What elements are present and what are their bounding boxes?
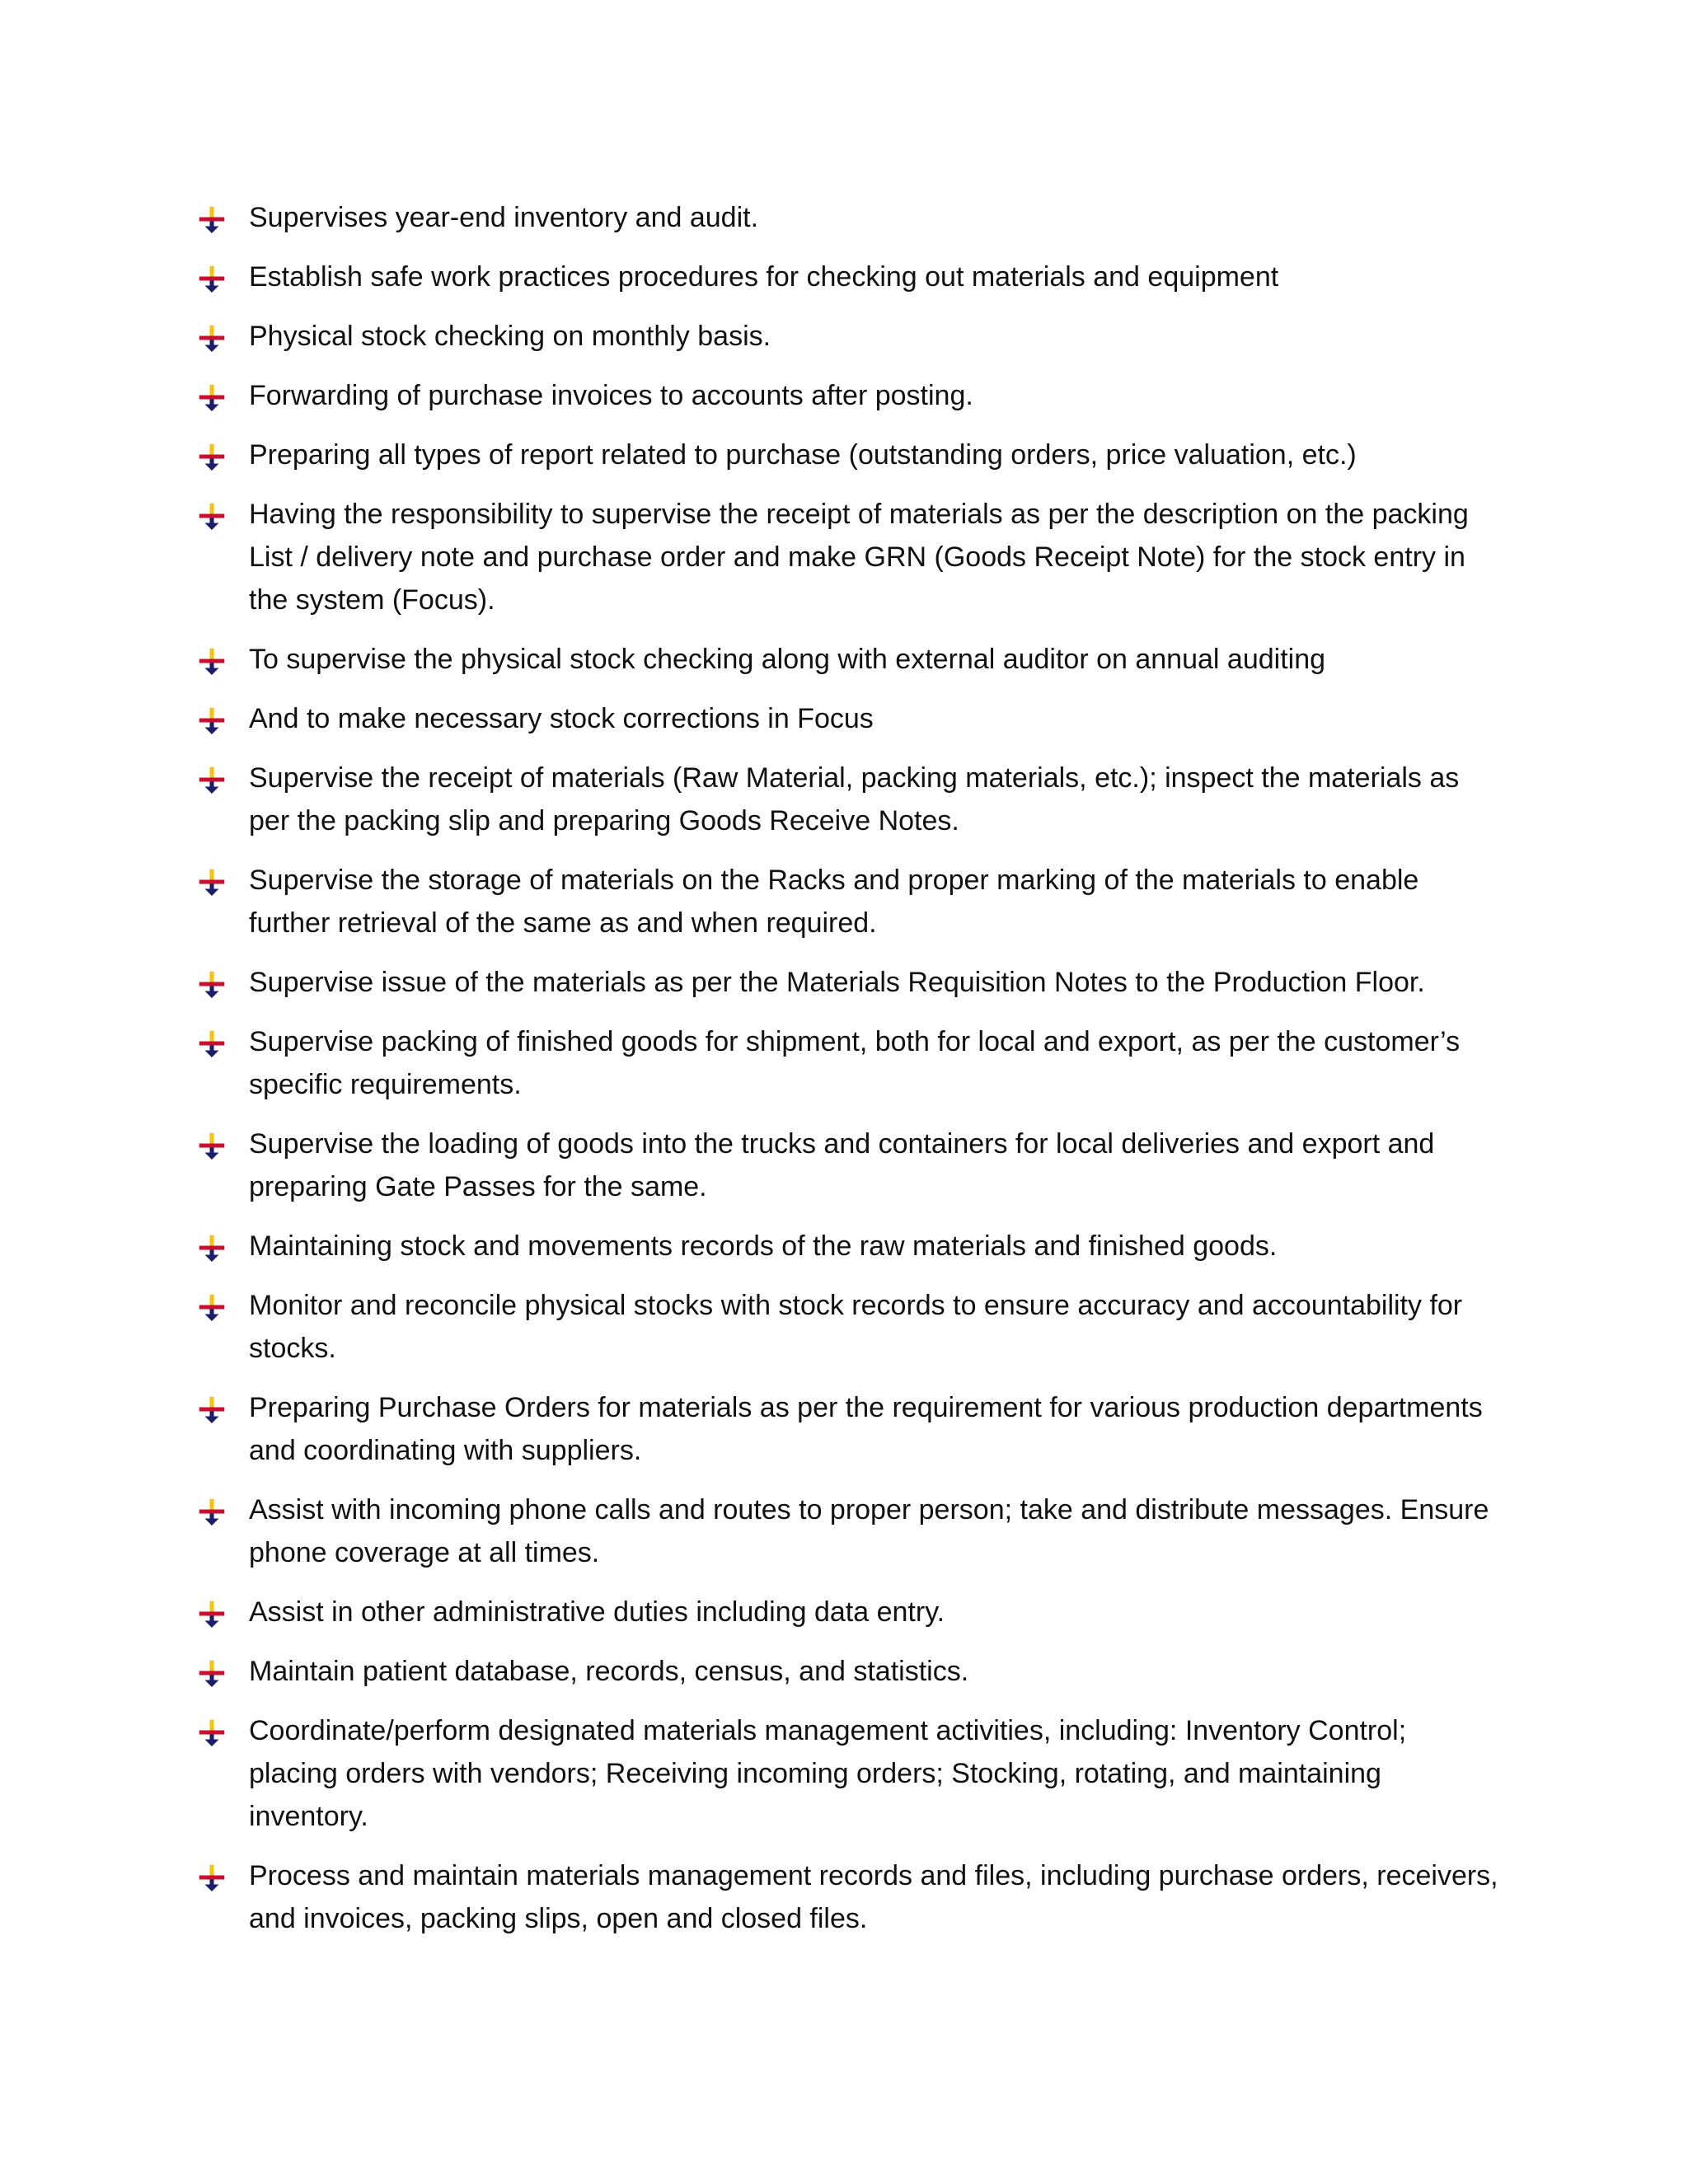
list-item xyxy=(0,196,1688,239)
list-item xyxy=(0,1284,1688,1370)
list-item xyxy=(0,1386,1688,1472)
arrow-down-plus-icon xyxy=(198,704,226,732)
list-item-text: Supervise the loading of goods into the trucks and containers for local deliveries and export and preparing Gate Passes for the same. xyxy=(249,1128,1435,1202)
list-item xyxy=(0,638,1688,681)
list-item-text: Assist with incoming phone calls and routes to proper person; take and distribute messages. Ensure phone coverage at all times. xyxy=(249,1494,1489,1568)
list-item-text: Physical stock checking on monthly basis. xyxy=(249,321,771,352)
list-item xyxy=(0,1591,1688,1633)
list-item-text: Preparing all types of report related to purchase (outstanding orders, price valuation, etc.) xyxy=(249,439,1357,471)
arrow-down-plus-icon xyxy=(198,865,226,893)
arrow-down-plus-icon xyxy=(198,1716,226,1744)
list-item xyxy=(0,1854,1688,1940)
arrow-down-plus-icon xyxy=(198,1291,226,1319)
list-item-text: Supervises year-end inventory and audit. xyxy=(249,202,759,233)
list-item xyxy=(0,1225,1688,1268)
arrow-down-plus-icon xyxy=(198,1129,226,1157)
arrow-down-plus-icon xyxy=(198,1861,226,1889)
list-item xyxy=(0,1488,1688,1574)
arrow-down-plus-icon xyxy=(198,1495,226,1523)
arrow-down-plus-icon xyxy=(198,321,226,349)
arrow-down-plus-icon xyxy=(198,381,226,409)
list-item-text: To supervise the physical stock checking along with external auditor on annual auditing xyxy=(249,644,1326,675)
arrow-down-plus-icon xyxy=(198,1027,226,1055)
list-item xyxy=(0,1709,1688,1838)
list-item-text: Having the responsibility to supervise the receipt of materials as per the description on the packing List / delivery note and purchase order and make GRN (Goods Receipt Note) for the stock entry in the system (Focus). xyxy=(249,499,1469,616)
list-item xyxy=(0,1122,1688,1208)
arrow-down-plus-icon xyxy=(198,1597,226,1625)
list-item-text: Supervise the storage of materials on the Racks and proper marking of the materials to enable further retrieval of the same as and when required. xyxy=(249,865,1419,939)
list-item xyxy=(0,374,1688,417)
list-item-text: Supervise issue of the materials as per the Materials Requisition Notes to the Production Floor. xyxy=(249,967,1425,998)
list-item-text: Monitor and reconcile physical stocks with stock records to ensure accuracy and accountability for stocks. xyxy=(249,1290,1463,1364)
arrow-down-plus-icon xyxy=(198,203,226,231)
list-item-text: Supervise packing of finished goods for shipment, both for local and export, as per the customer’s specific requirements. xyxy=(249,1026,1461,1100)
list-item-text: Forwarding of purchase invoices to accounts after posting. xyxy=(249,380,973,411)
arrow-down-plus-icon xyxy=(198,1393,226,1421)
list-item xyxy=(0,859,1688,944)
list-item xyxy=(0,757,1688,842)
list-item-text: And to make necessary stock corrections in Focus xyxy=(249,703,874,734)
list-item xyxy=(0,1650,1688,1693)
list-item xyxy=(0,315,1688,358)
list-item xyxy=(0,255,1688,298)
list-item xyxy=(0,493,1688,621)
list-item-text: Assist in other administrative duties including data entry. xyxy=(249,1596,945,1628)
list-item-text: Process and maintain materials management records and files, including purchase orders, receivers, and invoices, packing slips, open and closed files. xyxy=(249,1860,1498,1934)
list-item xyxy=(0,1020,1688,1106)
responsibilities-list xyxy=(0,196,1688,1957)
list-item xyxy=(0,961,1688,1004)
list-item xyxy=(0,697,1688,740)
list-item-text: Maintaining stock and movements records of the raw materials and finished goods. xyxy=(249,1230,1278,1262)
list-item-text: Supervise the receipt of materials (Raw Material, packing materials, etc.); inspect the materials as per the packing slip and preparing Goods Receive Notes. xyxy=(249,762,1460,837)
list-item-text: Establish safe work practices procedures for checking out materials and equipment xyxy=(249,261,1279,293)
arrow-down-plus-icon xyxy=(198,763,226,791)
arrow-down-plus-icon xyxy=(198,499,226,527)
arrow-down-plus-icon xyxy=(198,1231,226,1259)
arrow-down-plus-icon xyxy=(198,968,226,996)
list-item-text: Maintain patient database, records, census, and statistics. xyxy=(249,1656,969,1687)
list-item-text: Coordinate/perform designated materials management activities, including: Inventory Control; placing orders with vendors; Receiving incoming orders; Stocking, rotating, and maintaining inventory. xyxy=(249,1715,1407,1832)
arrow-down-plus-icon xyxy=(198,1657,226,1685)
arrow-down-plus-icon xyxy=(198,440,226,468)
list-item xyxy=(0,434,1688,476)
arrow-down-plus-icon xyxy=(198,644,226,673)
arrow-down-plus-icon xyxy=(198,262,226,290)
list-item-text: Preparing Purchase Orders for materials as per the requirement for various production departments and coordinating with suppliers. xyxy=(249,1392,1483,1466)
